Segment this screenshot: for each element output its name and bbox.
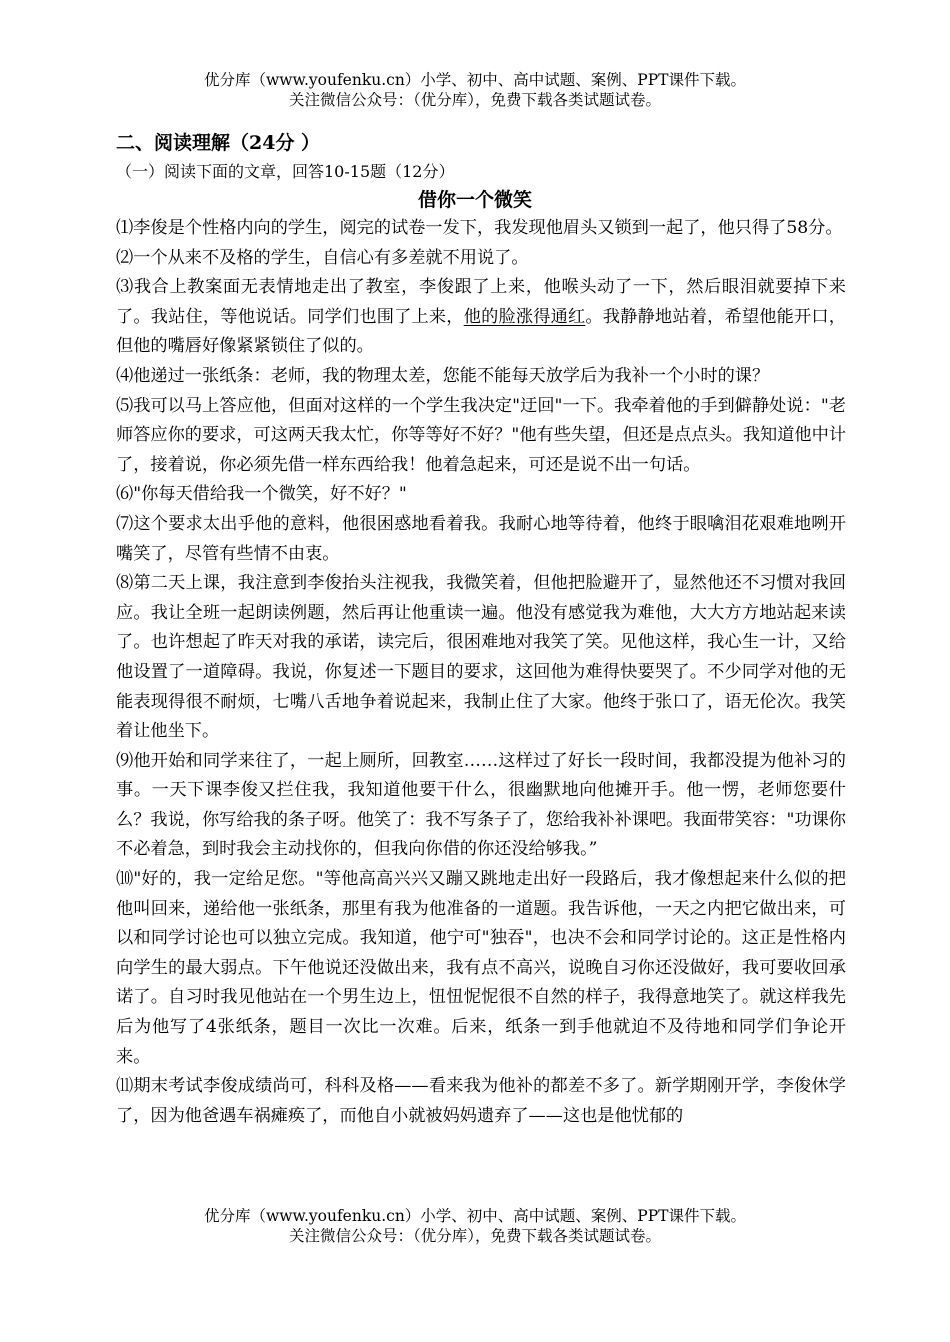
footer-line-2: 关注微信公众号：（优分库），免费下载各类试题试卷。: [288, 1227, 661, 1245]
paragraph-3: [116, 273, 846, 362]
paragraph-2: ⑵一个从来不及格的学生，自信心有多差就不用说了。: [116, 247, 529, 268]
paragraph-10: ⑽"好的，我一定给足您。"等他高高兴兴又蹦又跳地走出好一段路后，我才像想起来什么似的把他叫回来，递给他一张纸条，那里有我为他准备的一道题。我告诉他，一天之内把它做出来，可以和同学讨论也可以独立完成。我知道，他宁可"独吞"，也决不会和同学讨论的。这正是性格内向学生的最大弱点。下午他说还没做出来，我有点不高兴，说晚自习你还没做好，我可要收回承诺了。自习时我见他站在一个男生边上，忸忸怩怩很不自然的样子，我得意地笑了。就这样我先后为他写了4张纸条，题目一次比一次难。后来，纸条一到手他就迫不及待地和同学们争论开来。: [116, 869, 846, 1067]
header-line-2: 关注微信公众号：（优分库），免费下载各类试题试卷。: [288, 91, 661, 109]
paragraph-8: ⑻第二天上课，我注意到李俊抬头注视我，我微笑着，但他把脸避开了，显然他还不习惯对我回应。我让全班一起朗读例题，然后再让他重读一遍。他没有感觉我为难他，大大方方地站起来读了。也许想起了昨天对我的承诺，读完后，很困难地对我笑了笑。见他这样，我心生一计，又给他设置了一道障碍。我说，你复述一下题目的要求，这回他为难得快要哭了。不少同学对他的无能表现得很不耐烦，七嘴八舌地争着说起来，我制止住了大家。他终于张口了，语无伦次。我笑着让他坐下。: [116, 573, 846, 742]
paragraph-5: ⑸我可以马上答应他，但面对这样的一个学生我决定"迂回"一下。我牵着他的手到僻静处说："老师答应你的要求，可这两天我太忙，你等等好不好？"他有些失望，但还是点点头。我知道他中计了，接着说，你必须先借一样东西给我！他着急起来，可还是说不出一句话。: [116, 395, 846, 475]
paragraph-11: ⑾期末考试李俊成绩尚可，科科及格——看来我为他补的都差不多了。新学期刚开学，李俊休学了，因为他爸遇车祸瘫痪了，而他自小就被妈妈遗弃了——这也是他忧郁的: [116, 1076, 846, 1126]
section-subtitle: （一）阅读下面的文章，回答10-15题（12分）: [116, 162, 455, 181]
paragraph-3-text-end: 。我静静地站着，希望他能开口，但他的嘴唇好像紧紧锁住了似的。: [116, 306, 846, 357]
underlined-phrase: 他的脸涨得通红: [463, 306, 586, 327]
article-title: 借你一个微笑: [417, 189, 532, 211]
paragraph-1: ⑴李俊是个性格内向的学生，阅完的试卷一发下，我发现他眉头又锁到一起了，他只得了58分。: [116, 218, 843, 238]
paragraph-3-text: ⑶我合上教案面无表情地走出了教室，李俊跟了上来，他喉头动了一下，然后眼泪就要掉下来了。我站住，等他说话。同学们也围了上来，: [116, 277, 846, 327]
paragraph-9: ⑼他开始和同学来往了，一起上厕所，回教室……这样过了好长一段时间，我都没提为他补习的事。一天下课李俊又拦住我，我知道他要干什么，很幽默地向他摊开手。他一愣，老师您要什么？我说，你写给我的条子呀。他笑了：我不写条子了，您给我补补课吧。我面带笑容："功课你不必着急，到时我会主动找你的，但我向你借的你还没给够我。”: [116, 750, 846, 860]
header-line-1: 优分库（www.youfenku.cn）小学、初中、高中试题、案例、PPT课件下载。: [203, 71, 747, 89]
paragraph-7: ⑺这个要求太出乎他的意料，他很困惑地看着我。我耐心地等待着，他终于眼噙泪花艰难地咧开嘴笑了，尽管有些情不由衷。: [116, 513, 846, 564]
footer-line-1: 优分库（www.youfenku.cn）小学、初中、高中试题、案例、PPT课件下载。: [203, 1207, 747, 1225]
article-body: [116, 214, 846, 1131]
paragraph-4: ⑷他递过一张纸条：老师，我的物理太差，您能不能每天放学后为我补一个小时的课？: [116, 365, 770, 386]
paragraph-6: ⑹"你每天借给我一个微笑，好不好？": [116, 484, 407, 505]
section-title: 二、阅读理解（24分 ）: [116, 132, 321, 154]
